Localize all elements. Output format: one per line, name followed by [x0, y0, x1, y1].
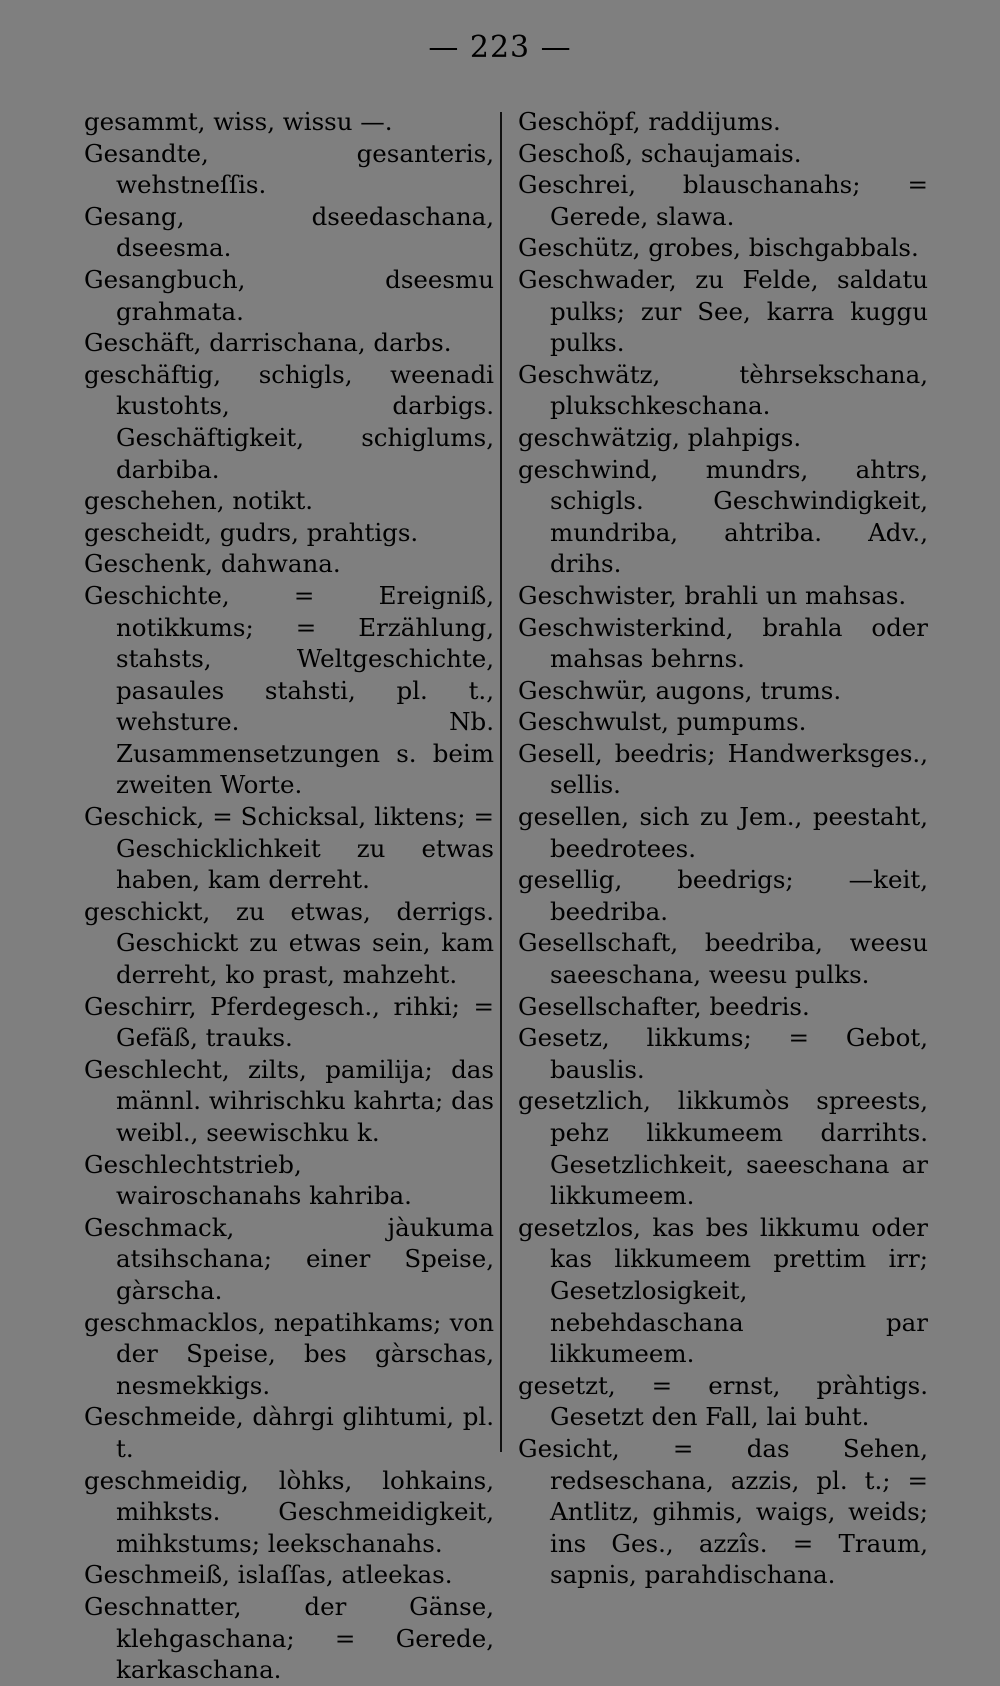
dictionary-entry: Geschichte, = Ereigniß, notikkums; = Erzählung, stahsts, Weltgeschichte, pasaules stahsti, pl. t., wehsture. Nb. Zusammensetzungen s. beim zweiten Worte.: [84, 580, 494, 800]
dictionary-entry: Geschrei, blauschanahs; = Gerede, slawa.: [518, 170, 928, 231]
dictionary-entry: Gesandte, gesanteris, wehstneſſis.: [84, 138, 494, 200]
dictionary-entry: geschickt, zu etwas, derrigs. Geschickt zu etwas sein, kam derreht, ko prast, mahzeht.: [84, 896, 494, 990]
dictionary-entry: Gesellschaft, beedriba, weesu saeeschana, weesu pulks.: [518, 928, 928, 990]
dictionary-entry: Geschoß, schaujamais.: [518, 138, 802, 168]
dictionary-entry: Geschick, = Schicksal, liktens; = Geschicklichkeit zu etwas haben, kam derreht.: [84, 802, 494, 895]
dictionary-entry: geschmeidig, lòhks, lohkains, mihksts. Geschmeidigkeit, mihkstums; leekschanahs.: [84, 1465, 494, 1558]
dictionary-entry: Gesang, dseedaschana, dseesma.: [84, 201, 494, 263]
dictionary-entry: Geschwulst, pumpums.: [518, 707, 807, 737]
page-number: — 223 —: [428, 30, 572, 65]
dictionary-entry: Geschenk, dahwana.: [84, 549, 341, 579]
dictionary-entry: Geschlecht, zilts, pamilija; das männl. wihrischku kahrta; das weibl., seewischku k.: [84, 1054, 494, 1147]
dictionary-entry: geschwätzig, plahpigs.: [518, 422, 802, 452]
dictionary-entry: gesammt, wiss, wissu —.: [84, 107, 393, 136]
dictionary-entry: Geschmeide, dàhrgi glihtumi, pl. t.: [84, 1402, 494, 1463]
right-column: [518, 106, 928, 1591]
dictionary-entry: Geschirr, Pferdegesch., rihki; = Gefäß, trauks.: [84, 991, 494, 1053]
dictionary-entry: gesetzlich, likkumòs spreests, pehz likkumeem darrihts. Gesetzlichkeit, saeeschana ar likkumeem.: [518, 1086, 928, 1211]
dictionary-entry: Gesicht, = das Sehen, redseschana, azzis, pl. t.; = Antlitz, gihmis, waigs, weids; ins Ges., azzîs. = Traum, sapnis, parahdischana.: [518, 1433, 928, 1590]
dictionary-entry: geschwind, mundrs, ahtrs, schigls. Geschwindigkeit, mundriba, ahtriba. Adv., drihs.: [518, 454, 928, 579]
dictionary-entry: gesetzlos, kas bes likkumu oder kas likkumeem prettim irr; Gesetzlosigkeit, nebehdaschana par likkumeem.: [518, 1212, 928, 1369]
dictionary-entry: Gesellschafter, beedris.: [518, 991, 810, 1021]
dictionary-entry: Geschlechtstrieb, wairoschanahs kahriba.: [84, 1149, 412, 1211]
dictionary-entry: gescheidt, gudrs, prahtigs.: [84, 517, 419, 547]
dictionary-entry: gesellen, sich zu Jem., peestaht, beedrotees.: [518, 802, 928, 863]
dictionary-entry: Geschwister, brahli un mahsas.: [518, 580, 907, 610]
dictionary-entry: gesellig, beedrigs; —keit, beedriba.: [518, 865, 928, 926]
dictionary-entry: Geschwader, zu Felde, saldatu pulks; zur See, karra kuggu pulks.: [518, 264, 928, 358]
dictionary-entry: gesetzt, = ernst, pràhtigs. Gesetzt den Fall, lai buht.: [518, 1370, 928, 1432]
dictionary-entry: Geschwür, augons, trums.: [518, 675, 842, 705]
dictionary-entry: Geschwisterkind, brahla oder mahsas behrns.: [518, 612, 928, 674]
dictionary-entry: geschmacklos, nepatihkams; von der Speise, bes gàrschas, nesmekkigs.: [84, 1307, 494, 1400]
dictionary-entry: Geschmeiß, islaſſas, atleekas.: [84, 1560, 453, 1590]
dictionary-entry: Geschwätz, tèhrsekschana, plukschkeschana.: [518, 359, 928, 421]
dictionary-entry: Geschäft, darrischana, darbs.: [84, 328, 452, 358]
left-column: [84, 106, 494, 1686]
column-divider: [500, 112, 502, 1452]
dictionary-entry: Geschmack, jàukuma atsihschana; einer Speise, gàrscha.: [84, 1212, 494, 1305]
dictionary-entry: geschehen, notikt.: [84, 486, 314, 516]
dictionary-entry: Geschütz, grobes, bischgabbals.: [518, 233, 919, 263]
dictionary-entry: Geschnatter, der Gänse, klehgaschana; = Gerede, karkaschana.: [84, 1591, 494, 1685]
dictionary-entry: Gesangbuch, dseesmu grahmata.: [84, 264, 494, 326]
dictionary-entry: geschäftig, schigls, weenadi kustohts, darbigs. Geschäftigkeit, schiglums, darbiba.: [84, 359, 494, 484]
dictionary-entry: Gesell, beedris; Handwerksges., sellis.: [518, 738, 928, 800]
dictionary-entry: Gesetz, likkums; = Gebot, bauslis.: [518, 1023, 928, 1084]
dictionary-entry: Geschöpf, raddijums.: [518, 107, 781, 136]
